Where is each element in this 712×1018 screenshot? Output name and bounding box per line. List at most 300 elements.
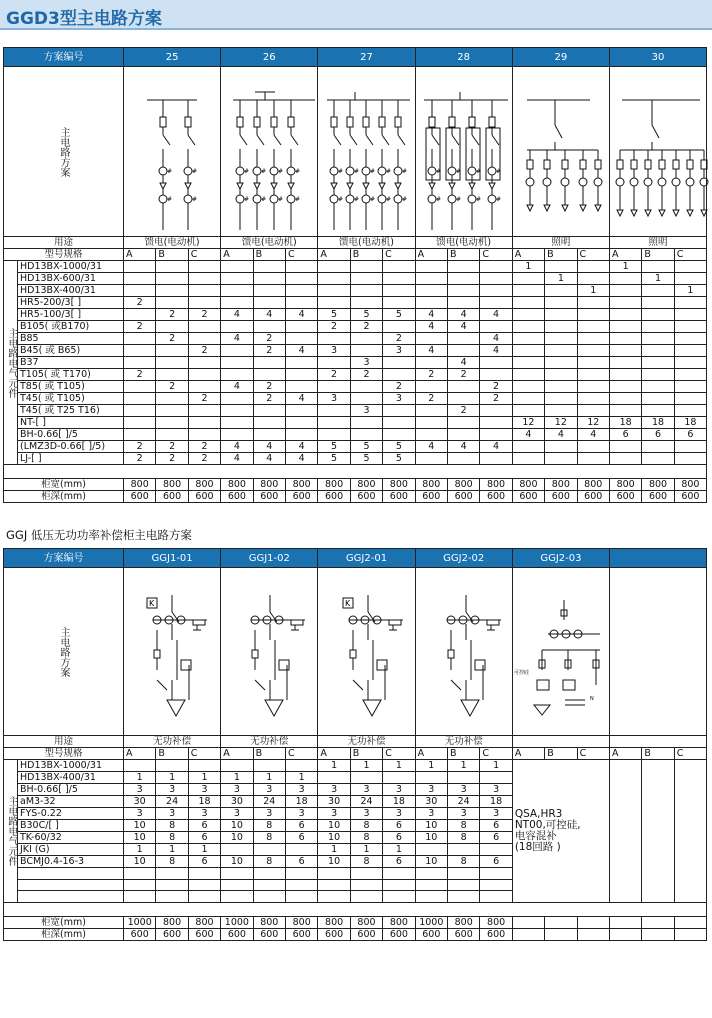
- component-qty: 3: [124, 784, 156, 796]
- cabinet-width: 800: [221, 479, 253, 491]
- component-qty: 2: [188, 393, 220, 405]
- component-qty: 2: [124, 369, 156, 381]
- component-qty: 5: [383, 441, 415, 453]
- cabinet-width: 800: [350, 916, 382, 928]
- cabinet-width: 800: [609, 479, 641, 491]
- component-qty: 2: [253, 333, 285, 345]
- cabinet-depth: 600: [480, 928, 512, 940]
- component-qty: 10: [221, 832, 253, 844]
- component-qty: 2: [253, 381, 285, 393]
- section2-title: GGJ 低压无功功率补偿柜主电路方案: [6, 528, 192, 542]
- cabinet-width: 800: [124, 479, 156, 491]
- use-value: 馈电(电动机): [124, 237, 221, 249]
- component-qty: 10: [318, 856, 350, 868]
- cabinet-depth: 600: [480, 491, 512, 503]
- component-name: HR5-100/3[ ]: [18, 309, 124, 321]
- component-qty: 6: [285, 832, 317, 844]
- svg-text:#: #: [338, 168, 344, 175]
- component-name: HD13BX-1000/31: [18, 760, 124, 772]
- variant-letter: B: [447, 249, 479, 261]
- component-qty: 4: [221, 453, 253, 465]
- component-qty: 1: [253, 772, 285, 784]
- component-qty: 4: [253, 453, 285, 465]
- note-line: QSA,HR3: [514, 807, 563, 820]
- component-qty: 12: [512, 417, 544, 429]
- cabinet-width: 800: [318, 916, 350, 928]
- svg-text:#: #: [436, 168, 442, 175]
- cabinet-depth: 600: [447, 491, 479, 503]
- component-qty: 3: [253, 784, 285, 796]
- cabinet-depth: 600: [221, 928, 253, 940]
- component-qty: 12: [545, 417, 577, 429]
- variant-letter: C: [674, 249, 706, 261]
- component-qty: 10: [318, 832, 350, 844]
- component-qty: 6: [674, 429, 706, 441]
- use-value: 照明: [609, 237, 706, 249]
- component-qty: 30: [221, 796, 253, 808]
- component-qty: 2: [188, 441, 220, 453]
- component-qty: 3: [383, 784, 415, 796]
- component-qty: 1: [642, 273, 674, 285]
- component-qty: 1: [383, 760, 415, 772]
- cabinet-width: 800: [285, 479, 317, 491]
- svg-text:#: #: [476, 168, 482, 175]
- cabinet-depth: 600: [156, 491, 188, 503]
- cabinet-width: 800: [447, 479, 479, 491]
- component-qty: 1: [480, 760, 512, 772]
- component-qty: 3: [383, 345, 415, 357]
- diagram-label-text: 主电路方案: [58, 626, 69, 677]
- use-value: 无功补偿: [415, 736, 512, 748]
- variant-letter: B: [545, 249, 577, 261]
- component-name: BCMJ0.4-16-3: [18, 856, 124, 868]
- use-label: 用途: [4, 736, 124, 748]
- scheme-label: 方案编号: [4, 48, 124, 67]
- component-qty: 3: [285, 808, 317, 820]
- width-label: 柜宽(mm): [4, 479, 124, 491]
- component-name: FYS-0.22: [18, 808, 124, 820]
- component-qty: 10: [124, 856, 156, 868]
- component-qty: 4: [253, 309, 285, 321]
- component-name: HD13BX-1000/31: [18, 261, 124, 273]
- component-qty: 6: [285, 856, 317, 868]
- component-name: B37: [18, 357, 124, 369]
- component-qty: 4: [447, 441, 479, 453]
- cabinet-depth: 600: [642, 491, 674, 503]
- component-qty: 3: [318, 393, 350, 405]
- component-qty: 8: [448, 832, 480, 844]
- component-name: B105( 或B170): [18, 321, 124, 333]
- component-qty: 4: [415, 309, 447, 321]
- side-label-text: 主电路电气元件: [6, 795, 17, 866]
- component-qty: 2: [188, 453, 220, 465]
- cabinet-depth: 600: [318, 491, 350, 503]
- component-qty: 1: [448, 760, 480, 772]
- component-qty: 4: [285, 453, 317, 465]
- depth-label: 柜深(mm): [4, 491, 124, 503]
- cabinet-depth: 600: [350, 491, 382, 503]
- component-qty: 4: [480, 309, 512, 321]
- component-qty: 1: [577, 285, 609, 297]
- component-qty: 6: [480, 856, 512, 868]
- variant-letter: C: [285, 249, 317, 261]
- component-qty: 4: [415, 321, 447, 333]
- cabinet-width: 800: [156, 916, 188, 928]
- component-name: (LMZ3D-0.66[ ]/5): [18, 441, 124, 453]
- component-qty: 8: [350, 820, 382, 832]
- component-qty: 3: [448, 784, 480, 796]
- variant-letter: C: [188, 748, 220, 760]
- component-qty: 1: [383, 844, 415, 856]
- component-name: HD13BX-600/31: [18, 273, 124, 285]
- svg-text:#: #: [261, 196, 267, 203]
- component-qty: 6: [642, 429, 674, 441]
- component-qty: 4: [447, 357, 479, 369]
- variant-letter: A: [512, 249, 544, 261]
- cabinet-width: 800: [545, 479, 577, 491]
- component-qty: 2: [124, 441, 156, 453]
- component-qty: 3: [350, 784, 382, 796]
- component-qty: 2: [480, 381, 512, 393]
- cabinet-width: 800: [188, 916, 220, 928]
- cabinet-depth: 600: [383, 491, 415, 503]
- variant-letter: C: [480, 249, 512, 261]
- scheme-number: 30: [609, 48, 706, 67]
- scheme-number: 28: [415, 48, 512, 67]
- cabinet-depth: 600: [415, 928, 447, 940]
- component-qty: 3: [415, 784, 447, 796]
- component-name: T45( 或 T105): [18, 393, 124, 405]
- scheme-number: 25: [124, 48, 221, 67]
- use-value: 馈电(电动机): [318, 237, 415, 249]
- component-qty: 10: [124, 820, 156, 832]
- use-value: 馈电(电动机): [221, 237, 318, 249]
- use-value: 无功补偿: [318, 736, 415, 748]
- component-qty: 4: [480, 441, 512, 453]
- component-qty: 2: [383, 381, 415, 393]
- component-qty: 4: [512, 429, 544, 441]
- component-qty: 2: [415, 369, 447, 381]
- svg-text:#: #: [192, 168, 198, 175]
- svg-text:#: #: [295, 168, 301, 175]
- component-qty: 3: [480, 808, 512, 820]
- cabinet-width: 800: [253, 479, 285, 491]
- component-qty: 4: [285, 345, 317, 357]
- svg-text:#: #: [370, 168, 376, 175]
- component-qty: 18: [609, 417, 641, 429]
- use-label: 用途: [4, 237, 124, 249]
- component-qty: 3: [221, 784, 253, 796]
- component-qty: 8: [253, 832, 285, 844]
- component-qty: 10: [415, 856, 447, 868]
- scheme-number: GGJ1-01: [124, 549, 221, 568]
- side-label-text: 主电路电气元件: [6, 327, 17, 398]
- variant-letter: A: [221, 249, 253, 261]
- variant-letter: A: [609, 249, 641, 261]
- use-value: 照明: [512, 237, 609, 249]
- component-qty: 1: [318, 844, 350, 856]
- cabinet-depth: 600: [448, 928, 480, 940]
- svg-text:#: #: [386, 168, 392, 175]
- component-qty: 1: [124, 844, 156, 856]
- component-qty: 3: [253, 808, 285, 820]
- component-qty: 5: [383, 309, 415, 321]
- component-qty: 2: [350, 369, 382, 381]
- svg-text:#: #: [338, 196, 344, 203]
- component-qty: 6: [285, 820, 317, 832]
- component-qty: 1: [674, 285, 706, 297]
- svg-text:#: #: [278, 168, 284, 175]
- cabinet-depth: 600: [188, 928, 220, 940]
- scheme-number: 27: [318, 48, 415, 67]
- component-qty: 3: [383, 808, 415, 820]
- component-qty: 10: [415, 832, 447, 844]
- component-qty: 10: [415, 820, 447, 832]
- cabinet-width: 800: [415, 479, 447, 491]
- component-name: HD13BX-400/31: [18, 285, 124, 297]
- component-qty: 2: [156, 381, 188, 393]
- cabinet-depth: 600: [350, 928, 382, 940]
- cabinet-width: 1000: [415, 916, 447, 928]
- component-name: T45( 或 T25 T16): [18, 405, 124, 417]
- variant-letter: B: [448, 748, 480, 760]
- cabinet-depth: 600: [124, 491, 156, 503]
- svg-text:N: N: [590, 696, 594, 702]
- component-qty: 1: [285, 772, 317, 784]
- component-qty: 3: [448, 808, 480, 820]
- variant-letter: B: [642, 249, 674, 261]
- component-qty: 6: [188, 820, 220, 832]
- variant-letter: B: [545, 748, 577, 760]
- component-qty: 4: [221, 309, 253, 321]
- component-qty: 6: [480, 820, 512, 832]
- component-qty: 8: [448, 820, 480, 832]
- use-value: 无功补偿: [124, 736, 221, 748]
- variant-letter: C: [285, 748, 317, 760]
- variant-letter: A: [610, 748, 642, 760]
- svg-text:#: #: [402, 196, 408, 203]
- scheme-number: GGJ2-03: [512, 549, 609, 568]
- component-qty: 3: [383, 393, 415, 405]
- component-qty: 2: [124, 453, 156, 465]
- component-qty: 2: [253, 345, 285, 357]
- component-qty: 10: [221, 820, 253, 832]
- component-qty: 30: [318, 796, 350, 808]
- component-qty: 6: [383, 856, 415, 868]
- component-name: JKI (G): [18, 844, 124, 856]
- component-qty: 10: [124, 832, 156, 844]
- note-line: (18回路 ): [514, 840, 561, 853]
- component-qty: 4: [221, 333, 253, 345]
- cabinet-depth: 600: [415, 491, 447, 503]
- component-qty: 6: [480, 832, 512, 844]
- svg-text:#: #: [496, 168, 502, 175]
- cabinet-depth: 600: [609, 491, 641, 503]
- component-qty: 3: [221, 808, 253, 820]
- variant-letter: A: [318, 748, 350, 760]
- svg-text:#: #: [295, 196, 301, 203]
- variant-letter: A: [221, 748, 253, 760]
- component-qty: 6: [383, 832, 415, 844]
- component-qty: 2: [124, 321, 156, 333]
- svg-text:#: #: [192, 196, 198, 203]
- component-qty: 1: [156, 772, 188, 784]
- component-name: T85( 或 T105): [18, 381, 124, 393]
- component-qty: 4: [480, 333, 512, 345]
- cabinet-depth: 600: [674, 491, 706, 503]
- component-qty: 3: [318, 345, 350, 357]
- svg-text:#: #: [278, 196, 284, 203]
- scheme-number: GGJ2-02: [415, 549, 512, 568]
- cabinet-depth: 600: [383, 928, 415, 940]
- svg-text:K: K: [345, 599, 351, 608]
- component-qty: 18: [285, 796, 317, 808]
- scheme-number: GGJ2-01: [318, 549, 415, 568]
- variant-letter: C: [383, 748, 415, 760]
- svg-text:#: #: [456, 168, 462, 175]
- component-qty: 18: [642, 417, 674, 429]
- cabinet-depth: 600: [512, 491, 544, 503]
- svg-text:#: #: [354, 196, 360, 203]
- component-name: HR5-200/3[ ]: [18, 297, 124, 309]
- variant-letter: A: [415, 748, 447, 760]
- component-qty: 3: [480, 784, 512, 796]
- variant-letter: A: [415, 249, 447, 261]
- cabinet-depth: 600: [124, 928, 156, 940]
- scheme-number: GGJ1-02: [221, 549, 318, 568]
- component-qty: 3: [156, 808, 188, 820]
- svg-text:可控硅: 可控硅: [514, 670, 530, 676]
- component-qty: 2: [415, 393, 447, 405]
- component-qty: 2: [156, 333, 188, 345]
- component-qty: 1: [318, 760, 350, 772]
- model-label: 型号规格: [4, 249, 124, 261]
- cabinet-width: 800: [383, 916, 415, 928]
- svg-text:#: #: [261, 168, 267, 175]
- component-qty: 2: [188, 345, 220, 357]
- component-qty: 8: [156, 832, 188, 844]
- cabinet-depth: 600: [545, 491, 577, 503]
- component-qty: 5: [318, 441, 350, 453]
- component-name: T105( 或 T170): [18, 369, 124, 381]
- component-qty: 8: [156, 856, 188, 868]
- component-name: NT-[ ]: [18, 417, 124, 429]
- component-qty: 10: [221, 856, 253, 868]
- component-qty: 3: [318, 808, 350, 820]
- cabinet-depth: 600: [156, 928, 188, 940]
- note-line: NT00,可控硅,: [514, 818, 581, 831]
- component-qty: 4: [285, 441, 317, 453]
- cabinet-depth: 600: [253, 928, 285, 940]
- use-value: 馈电(电动机): [415, 237, 512, 249]
- component-qty: 2: [253, 393, 285, 405]
- component-qty: 2: [156, 441, 188, 453]
- svg-text:#: #: [167, 196, 173, 203]
- cabinet-depth: 600: [577, 491, 609, 503]
- component-qty: 3: [124, 808, 156, 820]
- component-qty: 1: [350, 844, 382, 856]
- variant-letter: C: [577, 249, 609, 261]
- width-label: 柜宽(mm): [4, 916, 124, 928]
- component-qty: 4: [415, 441, 447, 453]
- variant-letter: A: [512, 748, 544, 760]
- svg-text:#: #: [370, 196, 376, 203]
- component-qty: 4: [447, 309, 479, 321]
- component-qty: 18: [480, 796, 512, 808]
- page-title: GGD3型主电路方案: [6, 9, 162, 29]
- component-qty: 5: [350, 309, 382, 321]
- cabinet-width: 800: [480, 916, 512, 928]
- component-name: TK-60/32: [18, 832, 124, 844]
- diagram-label-text: 主电路方案: [58, 126, 69, 177]
- component-qty: 30: [124, 796, 156, 808]
- cabinet-depth: 600: [221, 491, 253, 503]
- component-qty: 1: [609, 261, 641, 273]
- component-qty: 3: [350, 405, 382, 417]
- component-qty: 2: [156, 309, 188, 321]
- svg-text:#: #: [244, 196, 250, 203]
- component-qty: 18: [383, 796, 415, 808]
- component-qty: 1: [512, 261, 544, 273]
- component-name: HD13BX-400/31: [18, 772, 124, 784]
- component-name: LJ-[ ]: [18, 453, 124, 465]
- component-name: BH-0.66[ ]/5: [18, 784, 124, 796]
- cabinet-width: 800: [383, 479, 415, 491]
- svg-text:#: #: [354, 168, 360, 175]
- component-qty: 2: [124, 297, 156, 309]
- cabinet-depth: 600: [188, 491, 220, 503]
- variant-letter: B: [253, 748, 285, 760]
- component-qty: 4: [221, 441, 253, 453]
- component-qty: 8: [448, 856, 480, 868]
- component-qty: 2: [383, 333, 415, 345]
- scheme-label: 方案编号: [4, 549, 124, 568]
- svg-text:#: #: [476, 196, 482, 203]
- component-qty: 2: [350, 321, 382, 333]
- component-qty: 3: [285, 784, 317, 796]
- svg-text:#: #: [436, 196, 442, 203]
- cabinet-width: 1000: [124, 916, 156, 928]
- component-qty: 2: [318, 321, 350, 333]
- component-qty: 3: [350, 357, 382, 369]
- component-qty: 24: [350, 796, 382, 808]
- cabinet-depth: 600: [253, 491, 285, 503]
- component-qty: 8: [350, 832, 382, 844]
- component-qty: 8: [253, 820, 285, 832]
- cabinet-depth: 600: [285, 928, 317, 940]
- cabinet-width: 1000: [221, 916, 253, 928]
- variant-letter: B: [350, 249, 382, 261]
- component-name: B30C/[ ]: [18, 820, 124, 832]
- cabinet-width: 800: [318, 479, 350, 491]
- variant-letter: A: [124, 748, 156, 760]
- component-qty: 1: [221, 772, 253, 784]
- component-qty: 3: [188, 808, 220, 820]
- scheme-number: 29: [512, 48, 609, 67]
- component-qty: 24: [253, 796, 285, 808]
- component-qty: 1: [156, 844, 188, 856]
- use-value: 无功补偿: [221, 736, 318, 748]
- component-qty: 18: [674, 417, 706, 429]
- component-qty: 4: [253, 441, 285, 453]
- cabinet-width: 800: [188, 479, 220, 491]
- cabinet-depth: 600: [285, 491, 317, 503]
- variant-letter: C: [674, 748, 706, 760]
- component-qty: 1: [188, 844, 220, 856]
- component-qty: 4: [545, 429, 577, 441]
- cabinet-width: 800: [642, 479, 674, 491]
- cabinet-width: 800: [577, 479, 609, 491]
